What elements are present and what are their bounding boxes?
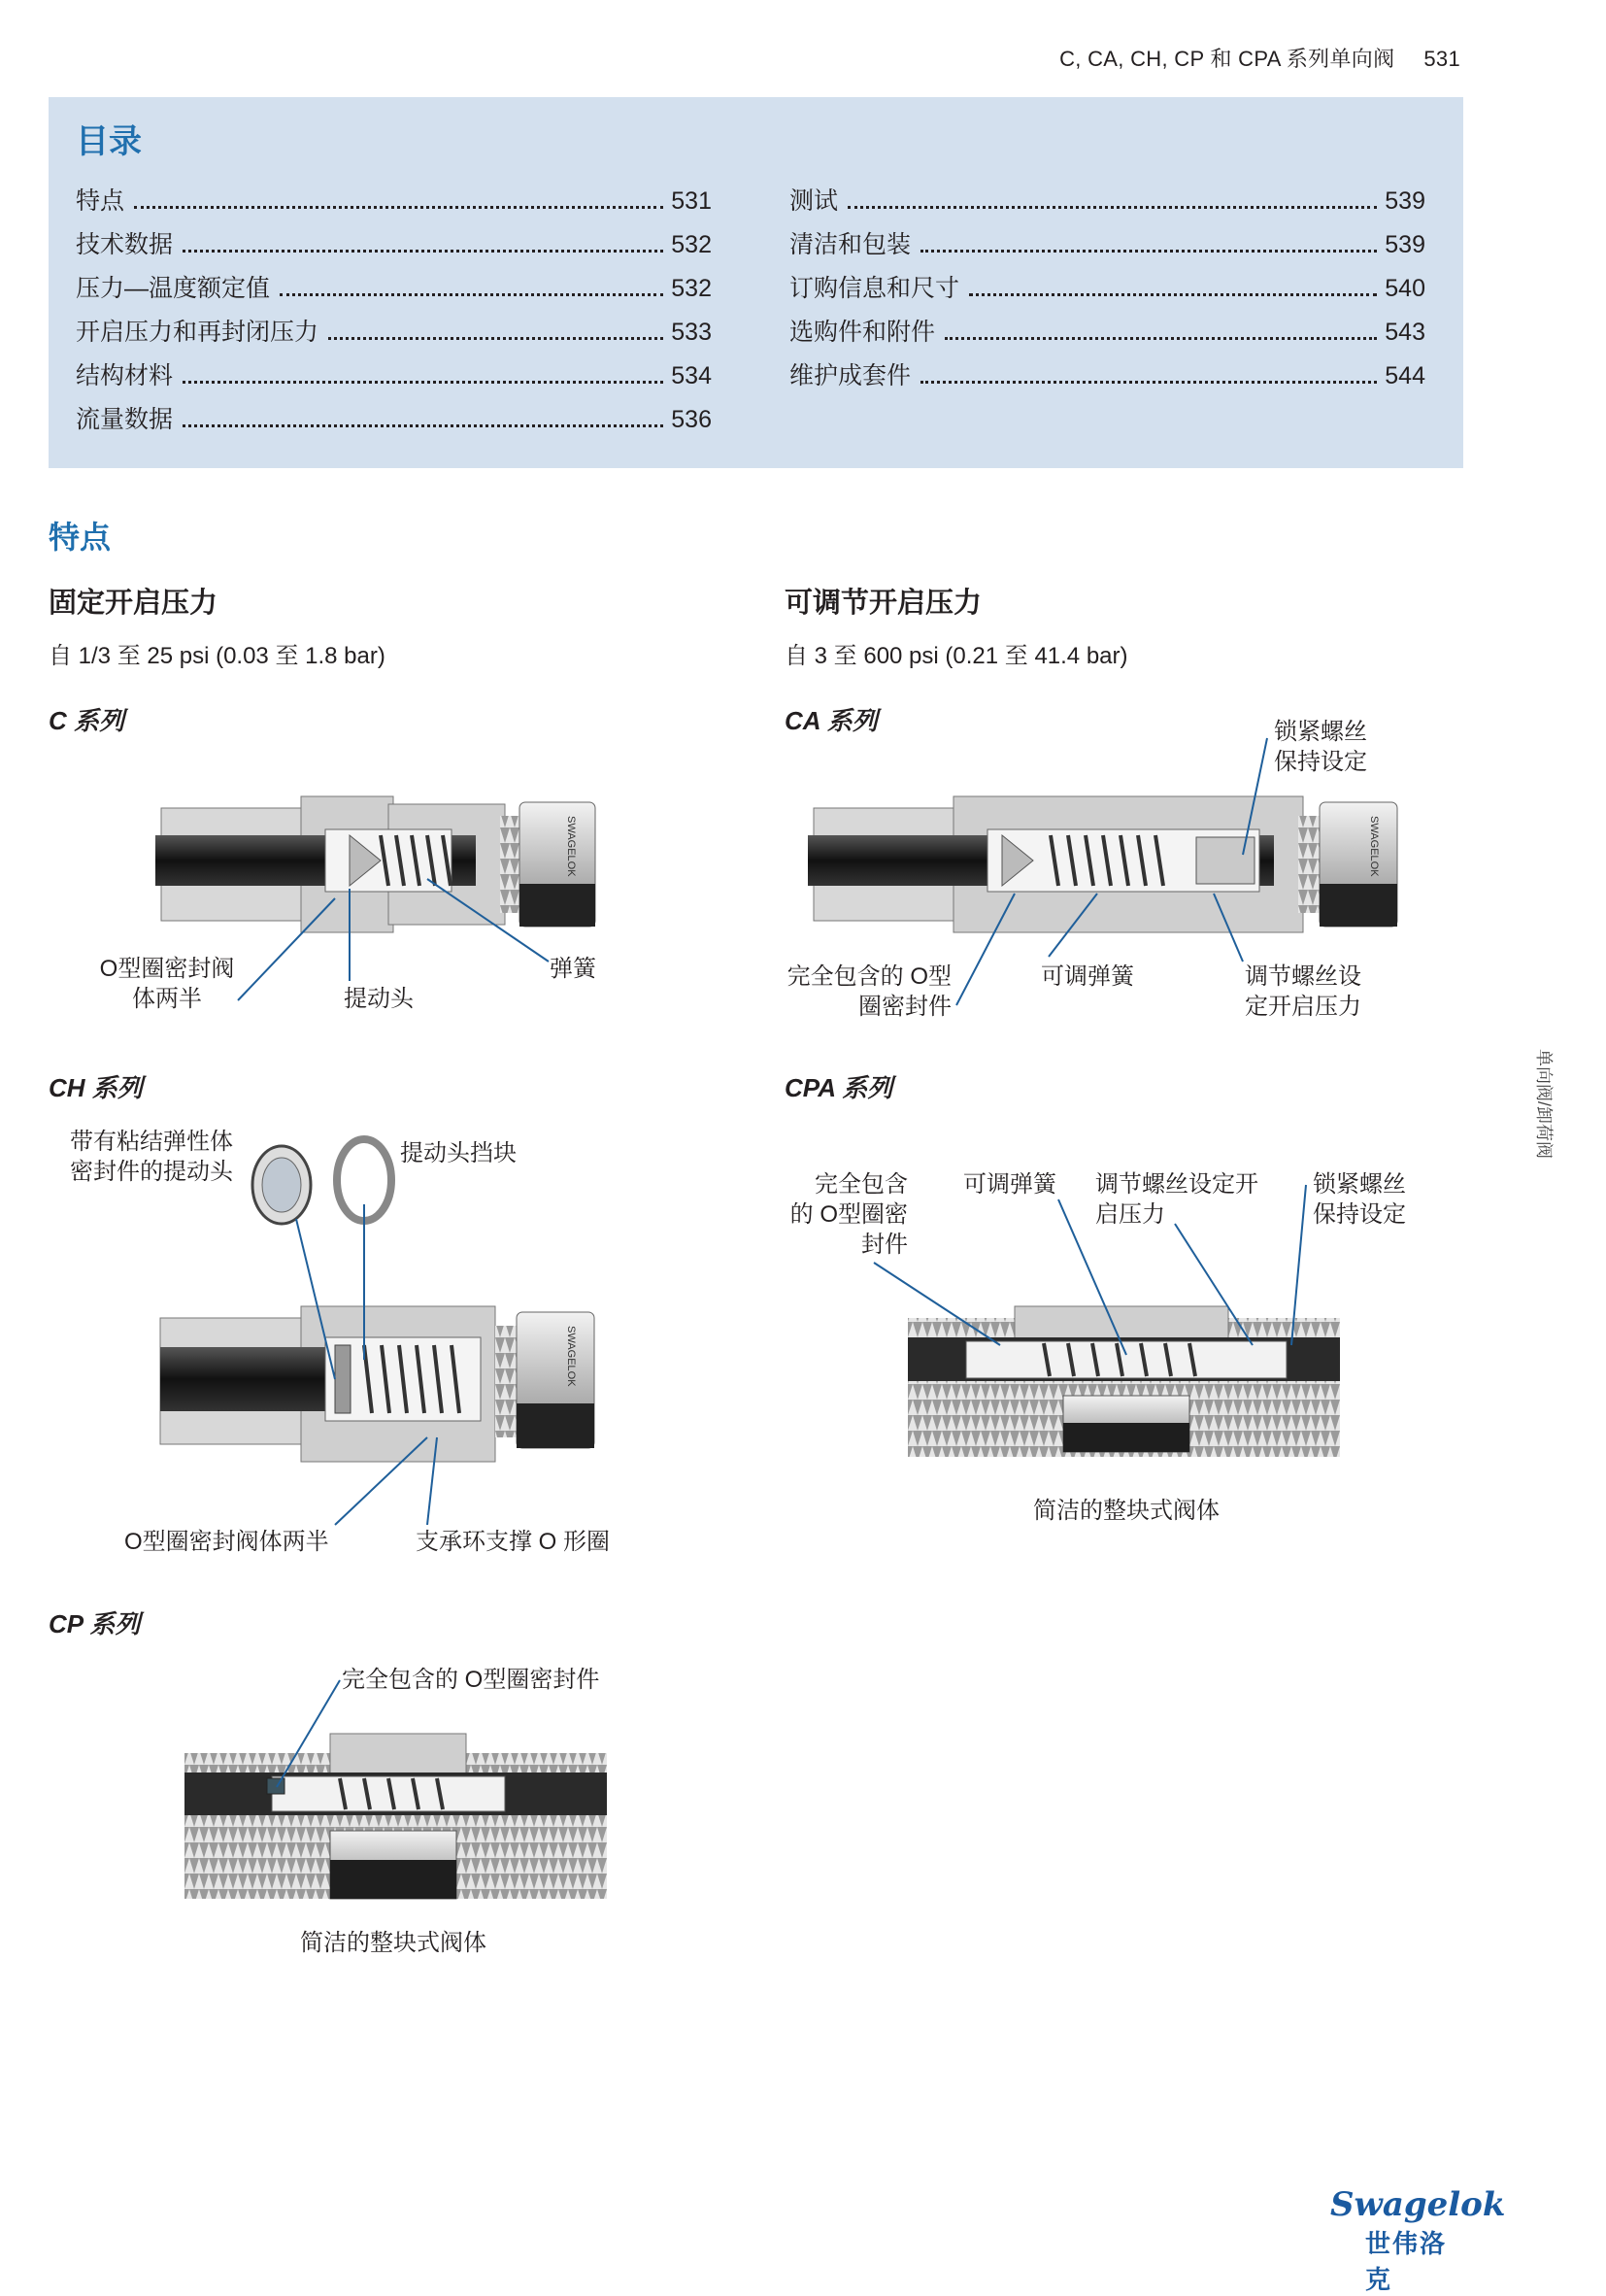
toc-entry-label: 特点 bbox=[76, 187, 125, 215]
toc-title: 目录 bbox=[76, 123, 142, 160]
cp-callout-contained-o-ring: 完全包含的 O型圈密封件 bbox=[342, 1667, 600, 1693]
cpa-callout-contained-o-ring: 完全包含 的 O型圈密 封件 bbox=[789, 1171, 908, 1258]
c-series-heading: C 系列 bbox=[49, 706, 125, 735]
toc-entry-label: 流量数据 bbox=[76, 406, 174, 433]
side-tab-label: 单向阀/卸荷阀 bbox=[1534, 1049, 1554, 1160]
ca-callout-contained-o-ring: 完全包含的 O型 圈密封件 bbox=[786, 963, 952, 1020]
swagelok-marking: SWAGELOK bbox=[565, 816, 577, 877]
swagelok-logo bbox=[1330, 2185, 1506, 2296]
toc-entry-page: 539 bbox=[1385, 187, 1425, 215]
toc-entry-label: 订购信息和尺寸 bbox=[789, 275, 960, 302]
toc-entry-label: 维护成套件 bbox=[789, 362, 912, 389]
c-callout-o-ring-body: O型圈密封阀 体两半 bbox=[99, 956, 235, 1012]
cpa-series-heading: CPA 系列 bbox=[785, 1073, 893, 1102]
features-heading: 特点 bbox=[49, 520, 112, 555]
adjustable-pressure-heading: 可调节开启压力 bbox=[785, 588, 983, 619]
ca-callout-adjustable-spring: 可调弹簧 bbox=[1041, 963, 1134, 990]
page-number: 531 bbox=[1423, 47, 1460, 71]
toc-entry-page: 544 bbox=[1385, 362, 1425, 389]
fixed-pressure-range: 自 1/3 至 25 psi (0.03 至 1.8 bar) bbox=[49, 643, 385, 669]
logo-chinese-name: 世伟洛克 bbox=[1365, 2229, 1448, 2294]
adjustable-pressure-range: 自 3 至 600 psi (0.21 至 41.4 bar) bbox=[785, 643, 1128, 669]
fixed-pressure-heading: 固定开启压力 bbox=[49, 588, 218, 619]
ch-callout-bonded-poppet: 带有粘结弹性体 密封件的提动头 bbox=[70, 1129, 233, 1185]
toc-entry-label: 压力—温度额定值 bbox=[76, 275, 271, 302]
cp-series-heading: CP 系列 bbox=[49, 1609, 141, 1638]
ca-callout-lock-nut: 锁紧螺丝 保持设定 bbox=[1274, 719, 1367, 775]
toc-entry-label: 选购件和附件 bbox=[789, 319, 936, 346]
cpa-callout-adjustable-spring: 可调弹簧 bbox=[963, 1171, 1056, 1198]
swagelok-marking: SWAGELOK bbox=[1368, 816, 1380, 877]
toc-entry-page: 533 bbox=[671, 319, 712, 346]
logo-wordmark: Swagelok bbox=[1330, 2185, 1506, 2224]
toc-entry-label: 清洁和包装 bbox=[789, 231, 912, 258]
cpa-caption: 简洁的整块式阀体 bbox=[1033, 1498, 1220, 1524]
toc-entry-page: 531 bbox=[671, 187, 712, 215]
toc-entry-label: 测试 bbox=[789, 187, 839, 215]
toc-entry-page: 536 bbox=[671, 406, 712, 433]
toc-entry-page: 540 bbox=[1385, 275, 1425, 302]
cpa-callout-adjust-screw: 调节螺丝设定开 启压力 bbox=[1095, 1171, 1258, 1228]
ca-callout-adjust-screw: 调节螺丝设 定开启压力 bbox=[1245, 963, 1361, 1020]
c-callout-poppet: 提动头 bbox=[344, 986, 414, 1012]
ch-callout-support-ring: 支承环支撑 O 形圈 bbox=[416, 1529, 611, 1555]
c-callout-spring: 弹簧 bbox=[550, 956, 596, 982]
toc-entry-label: 技术数据 bbox=[76, 231, 174, 258]
toc-entry-label: 开启压力和再封闭压力 bbox=[76, 319, 319, 346]
side-tab[interactable] bbox=[1532, 1049, 1571, 1185]
toc-entry-page: 539 bbox=[1385, 231, 1425, 258]
cp-caption: 简洁的整块式阀体 bbox=[300, 1930, 486, 1956]
swagelok-marking: SWAGELOK bbox=[565, 1326, 577, 1387]
toc-entry-page: 532 bbox=[671, 275, 712, 302]
ch-callout-poppet-stop: 提动头挡块 bbox=[400, 1140, 517, 1166]
ch-callout-o-ring-body: O型圈密封阀体两半 bbox=[124, 1529, 329, 1555]
toc-entry-page: 532 bbox=[671, 231, 712, 258]
ch-series-heading: CH 系列 bbox=[49, 1073, 143, 1102]
toc-entry-label: 结构材料 bbox=[76, 362, 174, 389]
toc-entry-page: 534 bbox=[671, 362, 712, 389]
ca-series-heading: CA 系列 bbox=[785, 706, 878, 735]
toc-entry-page: 543 bbox=[1385, 319, 1425, 346]
cpa-callout-lock-nut: 锁紧螺丝 保持设定 bbox=[1313, 1171, 1406, 1228]
header-title: C, CA, CH, CP 和 CPA 系列单向阀 bbox=[1059, 47, 1395, 71]
